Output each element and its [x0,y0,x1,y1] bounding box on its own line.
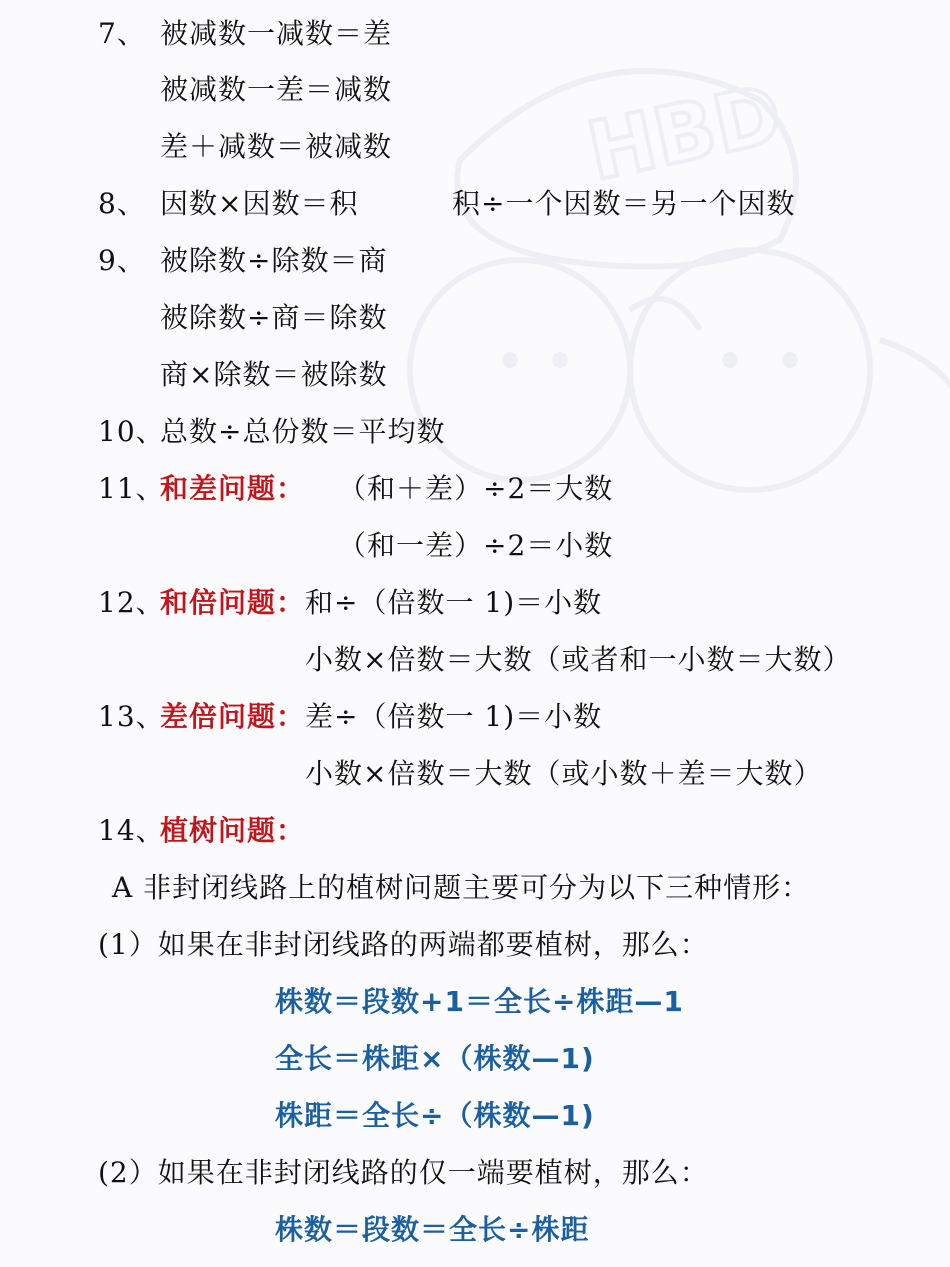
section-title: 差倍问题： [160,700,306,733]
paragraph-case-1: (1）如果在非封闭线路的两端都要植树，那么： [98,928,709,961]
formula: 被减数一减数＝差 [160,17,393,50]
section-title: 和差问题： [160,472,306,505]
formula-blue: 全长＝株距×（株数—1) [275,1042,595,1075]
item-9-row-1 [98,243,387,279]
formula: 因数×因数＝积 [160,187,359,220]
item-number: 14、 [98,814,165,847]
formula: 被除数÷商＝除数 [160,301,388,334]
formula: 小数×倍数＝大数（或小数＋差＝大数） [305,757,823,790]
formula: 积÷一个因数＝另一个因数 [452,187,796,220]
formula: 被减数一差＝减数 [160,73,393,106]
item-number: 8、 [98,187,146,220]
section-title: 和倍问题： [160,586,306,619]
paragraph-intro: A 非封闭线路上的植树问题主要可分为以下三种情形： [112,871,811,904]
formula: （和＋差）÷2＝大数 [338,472,614,505]
item-14-row [98,813,305,849]
item-10-row [98,414,445,450]
item-number: 12、 [98,586,165,619]
item-11-row-1 [98,471,305,507]
formula: 小数×倍数＝大数（或者和一小数＝大数） [305,643,852,676]
item-number: 13、 [98,700,165,733]
item-13-row-1 [98,699,602,735]
snowman-watermark-icon [400,40,950,600]
formula: 和÷（倍数一 1)＝小数 [305,586,603,619]
item-number: 9、 [98,244,146,277]
formula-blue: 株数＝段数＝全长÷株距 [275,1213,590,1246]
item-12-row-1 [98,585,602,621]
item-number: 7、 [98,17,146,50]
formula: 被除数÷除数＝商 [160,244,388,277]
section-title: 植树问题： [160,814,306,847]
formula-blue: 株距＝全长÷（株数—1) [275,1099,595,1132]
formula: 差＋减数＝被减数 [160,130,393,163]
formula: （和一差）÷2＝小数 [338,529,614,562]
formula: 商×除数＝被除数 [160,358,388,391]
formula: 总数÷总份数＝平均数 [160,415,446,448]
item-8-row [98,186,358,222]
formula-blue: 株数＝段数+1＝全长÷株距—1 [275,985,684,1018]
watermark-text: HBD [579,67,790,199]
item-number: 11、 [98,472,165,505]
formula: 差÷（倍数一 1)＝小数 [305,700,603,733]
item-number: 10、 [98,415,165,448]
item-7-row-1 [98,16,392,52]
paragraph-case-2: (2）如果在非封闭线路的仅一端要植树，那么： [98,1156,709,1189]
